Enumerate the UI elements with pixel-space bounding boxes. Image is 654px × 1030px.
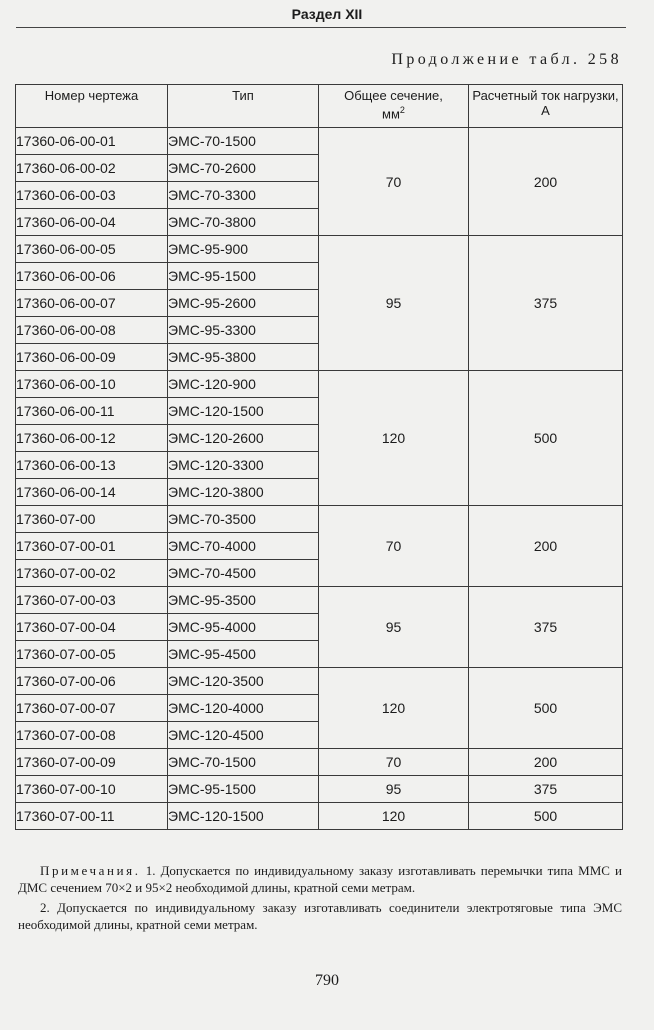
type-cell: ЭМС-120-1500 [168,398,319,425]
drawing-number-cell: 17360-07-00-04 [16,614,168,641]
header-section-unit-power: 2 [399,105,405,115]
drawing-number-cell: 17360-07-00-02 [16,560,168,587]
table-row [16,668,623,695]
type-cell: ЭМС-70-1500 [168,749,319,776]
drawing-number-cell: 17360-06-00-13 [16,452,168,479]
section-header: Раздел XII [291,6,363,22]
table-header-row [16,85,623,128]
type-cell: ЭМС-70-3500 [168,506,319,533]
table-row [16,776,623,803]
current-cell: 200 [469,128,623,236]
drawing-number-cell: 17360-06-00-08 [16,317,168,344]
table-row [16,236,623,263]
type-cell: ЭМС-120-3500 [168,668,319,695]
type-cell: ЭМС-120-900 [168,371,319,398]
drawing-number-cell: 17360-06-00-06 [16,263,168,290]
current-cell: 500 [469,803,623,830]
current-cell: 500 [469,371,623,506]
data-table [15,84,623,830]
drawing-number-cell: 17360-06-00-10 [16,371,168,398]
type-cell: ЭМС-120-3300 [168,452,319,479]
current-cell: 375 [469,776,623,803]
type-cell: ЭМС-70-1500 [168,128,319,155]
drawing-number-cell: 17360-06-00-01 [16,128,168,155]
drawing-number-cell: 17360-07-00-06 [16,668,168,695]
drawing-number-cell: 17360-06-00-09 [16,344,168,371]
section-cell: 95 [319,236,469,371]
notes-title: Примечания. [40,863,141,878]
current-cell: 375 [469,236,623,371]
drawing-number-cell: 17360-06-00-03 [16,182,168,209]
table-row [16,803,623,830]
table-row [16,749,623,776]
type-cell: ЭМС-120-2600 [168,425,319,452]
type-cell: ЭМС-95-2600 [168,290,319,317]
type-cell: ЭМС-70-3800 [168,209,319,236]
type-cell: ЭМС-70-4500 [168,560,319,587]
table-row [16,506,623,533]
current-cell: 200 [469,506,623,587]
type-cell: ЭМС-70-4000 [168,533,319,560]
drawing-number-cell: 17360-06-00-04 [16,209,168,236]
header-section-label: Общее сечение, [344,88,443,103]
drawing-number-cell: 17360-06-00-12 [16,425,168,452]
note-1 [18,862,622,896]
drawing-number-cell: 17360-07-00-10 [16,776,168,803]
type-cell: ЭМС-95-3300 [168,317,319,344]
type-cell: ЭМС-95-4000 [168,614,319,641]
drawing-number-cell: 17360-06-00-05 [16,236,168,263]
table-body [16,128,623,830]
table-row [16,128,623,155]
type-cell: ЭМС-95-4500 [168,641,319,668]
current-cell: 200 [469,749,623,776]
note-1-text: 1. Допускается по индивидуальному заказу изготавливать перемычки типа ММС и ДМС сечением 70×2 и 95×2 необходимой длины, кратной семи метрам. [18,863,623,895]
notes [18,862,622,933]
current-cell: 500 [469,668,623,749]
drawing-number-cell: 17360-07-00-05 [16,641,168,668]
section-cell: 120 [319,668,469,749]
page-number: 790 [315,972,339,989]
drawing-number-cell: 17360-07-00-08 [16,722,168,749]
type-cell: ЭМС-95-3500 [168,587,319,614]
section-cell: 120 [319,803,469,830]
table-row [16,371,623,398]
section-cell: 70 [319,128,469,236]
drawing-number-cell: 17360-07-00-11 [16,803,168,830]
type-cell: ЭМС-95-900 [168,236,319,263]
header-section-unit: мм [382,106,400,122]
section-cell: 95 [319,587,469,668]
type-cell: ЭМС-120-4000 [168,695,319,722]
section-cell: 120 [319,371,469,506]
header-type: Тип [168,85,319,128]
drawing-number-cell: 17360-06-00-14 [16,479,168,506]
type-cell: ЭМС-70-2600 [168,155,319,182]
section-cell: 70 [319,749,469,776]
drawing-number-cell: 17360-07-00-09 [16,749,168,776]
table-caption: Продолжение табл. 258 [391,51,622,68]
section-cell: 70 [319,506,469,587]
current-cell: 375 [469,587,623,668]
type-cell: ЭМС-120-3800 [168,479,319,506]
drawing-number-cell: 17360-07-00-03 [16,587,168,614]
type-cell: ЭМС-70-3300 [168,182,319,209]
type-cell: ЭМС-95-1500 [168,776,319,803]
drawing-number-cell: 17360-07-00-01 [16,533,168,560]
drawing-number-cell: 17360-07-00-07 [16,695,168,722]
type-cell: ЭМС-95-3800 [168,344,319,371]
type-cell: ЭМС-95-1500 [168,263,319,290]
drawing-number-cell: 17360-06-00-11 [16,398,168,425]
table-row [16,587,623,614]
type-cell: ЭМС-120-1500 [168,803,319,830]
header-drawing-number: Номер чертежа [16,85,168,128]
section-cell: 95 [319,776,469,803]
note-2: 2. Допускается по индивидуальному заказу изготавливать соединители электротяговые типа ЭМС необходимой длины, кратной семи метрам. [18,900,622,932]
drawing-number-cell: 17360-06-00-02 [16,155,168,182]
drawing-number-cell: 17360-06-00-07 [16,290,168,317]
header-current: Расчетный ток нагрузки, А [469,85,623,128]
header-rule [16,27,626,28]
header-section [319,85,469,128]
type-cell: ЭМС-120-4500 [168,722,319,749]
drawing-number-cell: 17360-07-00 [16,506,168,533]
